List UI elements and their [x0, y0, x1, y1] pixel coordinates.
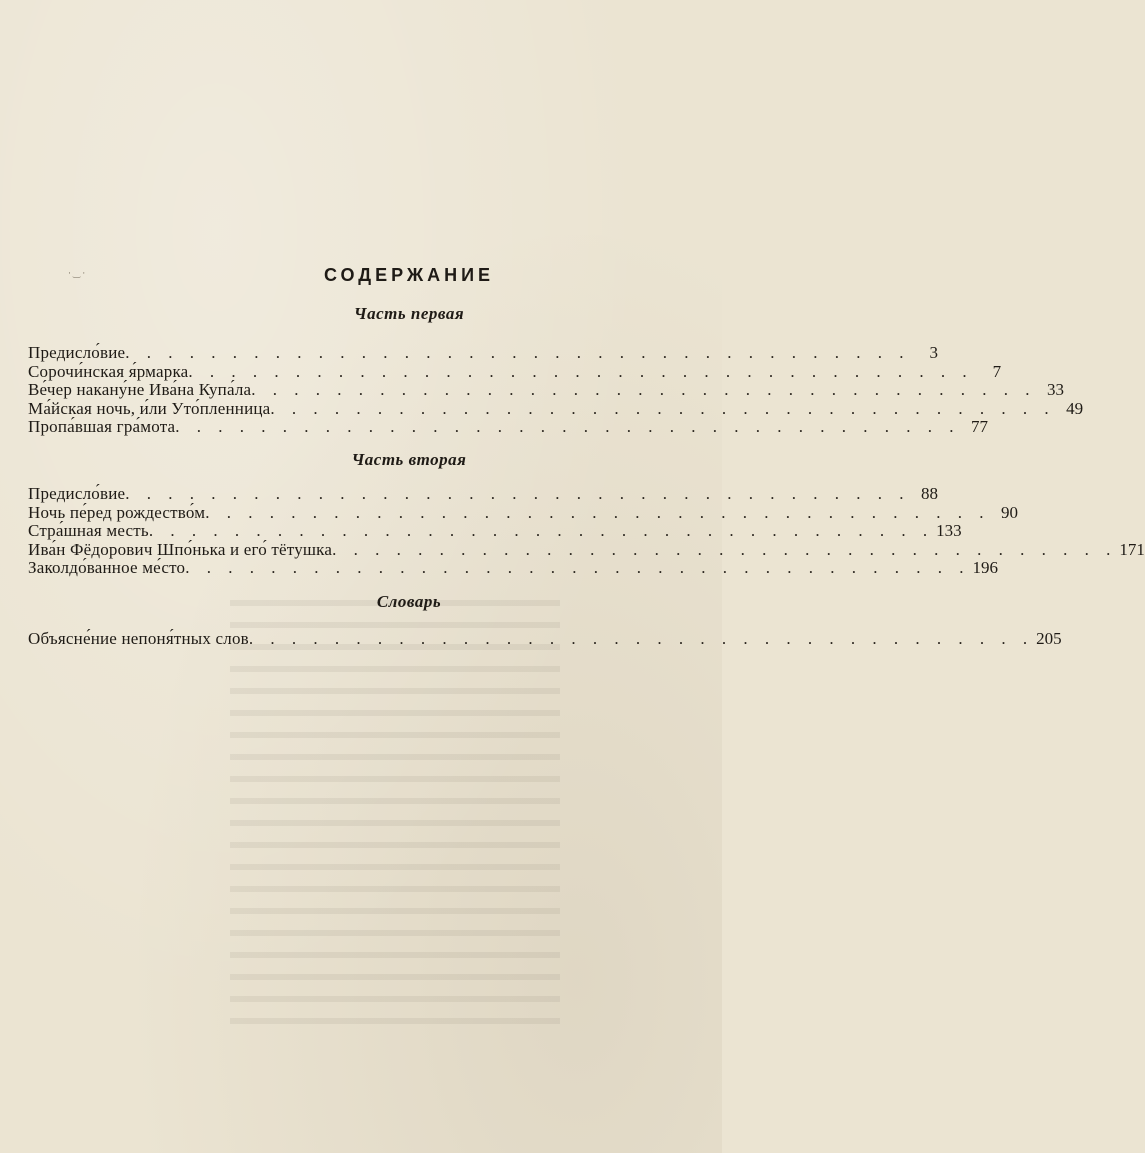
toc-entry — [28, 484, 938, 504]
entry-page: 205 — [1036, 629, 1062, 648]
bleed-through-text — [230, 600, 560, 1040]
dot-leader: . . . . . . . . . . . . . . . . . . . . . . . . . . . . . . . . . . . . . — [251, 380, 1037, 399]
glossary-list — [28, 629, 1062, 649]
entry-page: 133 — [936, 521, 962, 540]
entry-title: Предисло́вие — [28, 343, 126, 362]
glossary-heading: Словарь — [376, 592, 442, 611]
toc-entry — [28, 521, 962, 541]
toc-entry — [28, 539, 1145, 560]
entry-page: 196 — [972, 558, 998, 577]
entry-page: 77 — [971, 417, 989, 436]
entry-title: Заколдо́ванное ме́сто — [28, 558, 186, 577]
dot-leader: . . . . . . . . . . . . . . . . . . . . . . . . . . . . . . . . . . . . . — [125, 484, 910, 503]
entry-page: 49 — [1066, 398, 1084, 418]
entry-title: Объясне́ние непоня́тных слов — [28, 629, 249, 648]
entry-title: Ночь пе́ред рождество́м — [28, 502, 206, 522]
part-two-list — [28, 484, 1145, 578]
entry-title: Ма́йская ночь, и́ли Уто́пленница — [28, 398, 271, 418]
entry-page: 88 — [921, 484, 938, 503]
dot-leader: . . . . . . . . . . . . . . . . . . . . . . . . . . . . . . . . . . . . . — [270, 398, 1056, 418]
entry-page: 33 — [1047, 380, 1065, 399]
toc-entry — [28, 343, 938, 363]
dot-leader: . . . . . . . . . . . . . . . . . . . . . . . . . . . . . . . . . . . . . — [148, 521, 934, 540]
dot-leader: . . . . . . . . . . . . . . . . . . . . . . . . . . . . . . . . . . . . . — [188, 361, 974, 381]
entry-title: Сорочи́нская я́рмарка — [28, 361, 189, 381]
dot-leader: . . . . . . . . . . . . . . . . . . . . . . . . . . . . . . . . . . . . . — [125, 343, 910, 362]
entry-title: Ве́чер накану́не Ива́на Купа́ла — [28, 380, 252, 399]
toc-entry — [28, 361, 1002, 382]
part-one-heading: Часть первая — [353, 304, 465, 323]
toc-entry — [28, 629, 1062, 649]
toc-title: СОДЕРЖАНИЕ — [323, 265, 495, 285]
entry-title: Стра́шная месть — [28, 521, 149, 540]
toc-entry — [28, 380, 1065, 400]
entry-page: 171 — [1119, 539, 1145, 559]
dot-leader: . . . . . . . . . . . . . . . . . . . . . . . . . . . . . . . . . . . . . — [248, 629, 1034, 648]
toc-entry — [28, 558, 998, 578]
entry-title: Предисло́вие — [28, 484, 126, 503]
entry-title: Ива́н Фёдорович Шпо́нька и его́ тётушка — [28, 539, 333, 559]
dot-leader: . . . . . . . . . . . . . . . . . . . . . . . . . . . . . . . . . . . . . — [332, 539, 1117, 559]
ink-smudge: ·‿· — [68, 268, 88, 278]
dot-leader: . . . . . . . . . . . . . . . . . . . . . . . . . . . . . . . . . . . . . — [185, 558, 970, 577]
part-two-heading: Часть вторая — [351, 450, 467, 469]
entry-title: Пропа́вшая гра́мота — [28, 417, 176, 436]
toc-entry — [28, 502, 1018, 523]
entry-page: 90 — [1000, 502, 1018, 522]
entry-page: 3 — [929, 343, 938, 362]
dot-leader: . . . . . . . . . . . . . . . . . . . . . . . . . . . . . . . . . . . . . — [175, 417, 961, 436]
entry-page: 7 — [992, 361, 1002, 381]
toc-entry — [28, 398, 1084, 419]
toc-entry — [28, 417, 989, 437]
part-one-list — [28, 343, 1084, 437]
dot-leader: . . . . . . . . . . . . . . . . . . . . . . . . . . . . . . . . . . . . . — [205, 502, 990, 522]
